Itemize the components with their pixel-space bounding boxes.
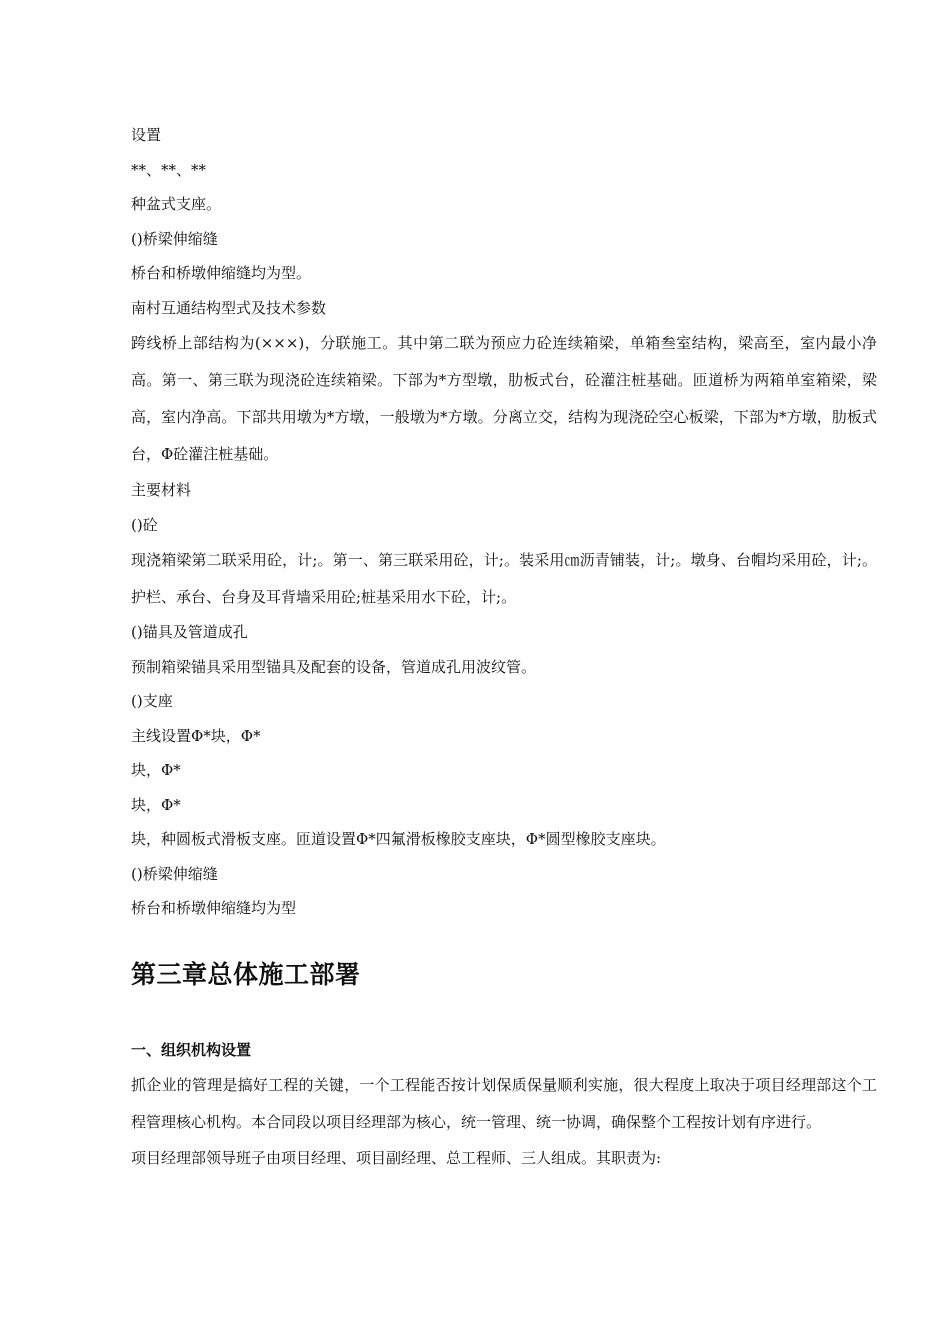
text-line: 桥台和桥墩伸缩缝均为型。 [131, 264, 312, 282]
text-line: 项目经理部领导班子由项目经理、项目副经理、总工程师、三人组成。其职责为: [131, 1148, 662, 1167]
text-line: 主线设置Φ*块，Φ* [131, 726, 261, 745]
text-line: **、**、** [131, 160, 207, 179]
text-line: 桥台和桥墩伸缩缝均为型 [131, 899, 297, 917]
text-line: 块，Φ* [131, 761, 181, 779]
document-page [131, 118, 877, 1175]
paragraph-structure: 跨线桥上部结构为(×××)，分联施工。其中第二联为预应力砼连续箱梁，单箱叁室结构，梁高至，室内最小净高。第一、第三联为现浇砼连续箱梁。下部为*方型墩，肋板式台，砼灌注桩基础。匝道桥为两箱单室箱梁，梁高，室内净高。下部共用墩为*方墩，一般墩为*方墩。分离立交，结构为现浇砼空心板梁，下部为*方墩，肋板式台，Φ砼灌注桩基础。 [131, 334, 877, 463]
text-line: 块，Φ* [131, 795, 181, 814]
text-line: 块，种圆板式滑板支座。匝道设置Φ*四氟滑板橡胶支座块，Φ*圆型橡胶支座块。 [131, 830, 666, 848]
paragraph-concrete: 现浇箱梁第二联采用砼，计;。第一、第三联采用砼，计;。装采用㎝沥青铺装，计;。墩身、台帽均采用砼，计;。护栏、承台、台身及耳背墙采用砼;桩基采用水下砼，计;。 [131, 551, 877, 606]
paragraph-management: 抓企业的管理是搞好工程的关键，一个工程能否按计划保质保量顺利实施，很大程度上取决于项目经理部这个工程管理核心机构。本合同段以项目经理部为核心，统一管理、统一协调，确保整个工程按计划有序进行。 [131, 1075, 877, 1131]
subheading-main-materials: 主要材料 [131, 481, 192, 499]
section-title: 一、组织机构设置 [131, 1040, 252, 1059]
subheading-anchorage: ()锚具及管道成孔 [131, 623, 248, 641]
subheading-concrete: ()砼 [131, 515, 158, 534]
text-line: 预制箱梁锚具采用型锚具及配套的设备，管道成孔用波纹管。 [131, 657, 537, 676]
text-line: 种盆式支座。 [131, 195, 222, 213]
chapter-title: 第三章总体施工部署 [131, 959, 361, 989]
subheading-bearing: ()支座 [131, 692, 173, 710]
text-line: 设置 [131, 126, 162, 144]
subheading-expansion-joint: ()桥梁伸缩缝 [131, 864, 218, 883]
subheading-nancun-interchange: 南村互通结构型式及技术参数 [131, 298, 327, 317]
subheading-expansion-joint: ()桥梁伸缩缝 [131, 229, 218, 248]
